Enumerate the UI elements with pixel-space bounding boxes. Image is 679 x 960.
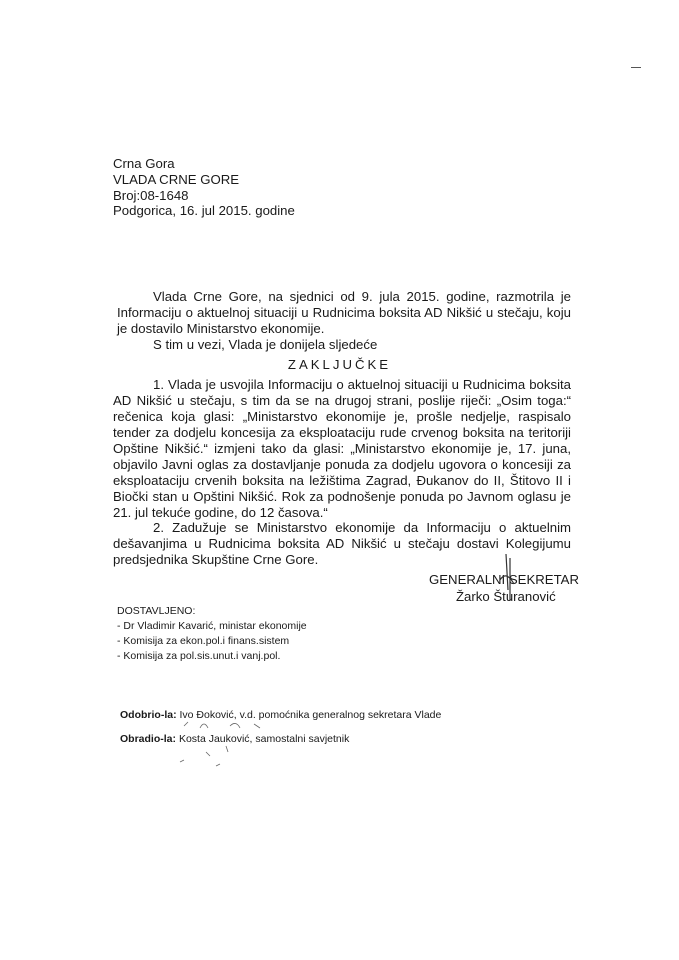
prepared-by-line <box>120 732 349 747</box>
approved-by-value: Ivo Đoković, v.d. pomoćnika generalnog sekretara Vlade <box>179 709 442 721</box>
intro-paragraph: Vlada Crne Gore, na sjednici od 9. jula 2015. godine, razmotrila je Informaciju o aktuelnoj situaciji u Rudnicima boksita AD Nikšić u stečaju, koju je dostavilo Ministarstvo ekonomije. <box>117 289 571 336</box>
place-date: Podgorica, 16. jul 2015. godine <box>113 203 295 218</box>
approved-by-line <box>120 708 441 723</box>
prepared-by-label: Obradio-la: <box>120 733 177 745</box>
government-name: VLADA CRNE GORE <box>113 172 240 187</box>
distribution-recipient: - Komisija za ekon.pol.i finans.sistem <box>117 635 290 647</box>
scan-mark <box>631 67 641 68</box>
approved-by-label: Odobrio-la: <box>120 709 177 721</box>
conclusion-item-1: 1. Vlada je usvojila Informaciju o aktuelnoj situaciji u Rudnicima boksita AD Nikšić u stečaju, s tim da se na drugoj strani, poslije riječi: „Osim toga:“ rečenica koja glasi: „Ministarstvo ekonomije je, prošle nedjelje, raspisalo tender za dodjelu koncesija za eksploataciju rude crvenog boksita na teritoriji Opštine Nikšić.“ izmjeni tako da glasi: „Ministarstvo ekonomije je, 17. juna, objavilo Javni oglas za dostavljanje ponuda za dodjelu ugovora o koncesiji za eksploataciju crvenih boksita na ležištima Zagrad, Đukanov do II, Štitovo II i Biočki stan u Opštini Nikšić. Rok za podnošenje ponuda po Javnom oglasu je 21. jul tekuće godine, do 12 časova.“ <box>113 377 571 520</box>
conclusion-item-2: 2. Zadužuje se Ministarstvo ekonomije da Informaciju o aktuelnim dešavanjima u Rudnicima boksita AD Nikšić u stečaju dostavi Kolegijumu predsjednika Skupštine Crne Gore. <box>113 520 571 567</box>
prepared-by-value: Kosta Jauković, samostalni savjetnik <box>178 733 350 745</box>
signatory-name: Žarko Šturanović <box>456 589 556 604</box>
document-number: Broj:08-1648 <box>113 188 189 203</box>
distribution-recipient: - Komisija za pol.sis.unut.i vanj.pol. <box>117 650 281 662</box>
conclusions-title: ZAKLJUČKE <box>287 357 392 372</box>
decision-intro: S tim u vezi, Vlada je donijela sljedeće <box>153 337 378 352</box>
distribution-recipient: - Dr Vladimir Kavarić, ministar ekonomije <box>117 620 307 632</box>
signatory-role: GENERALNI SEKRETAR <box>429 572 579 587</box>
country-name: Crna Gora <box>113 156 175 171</box>
distribution-label: DOSTAVLJENO: <box>117 605 196 617</box>
